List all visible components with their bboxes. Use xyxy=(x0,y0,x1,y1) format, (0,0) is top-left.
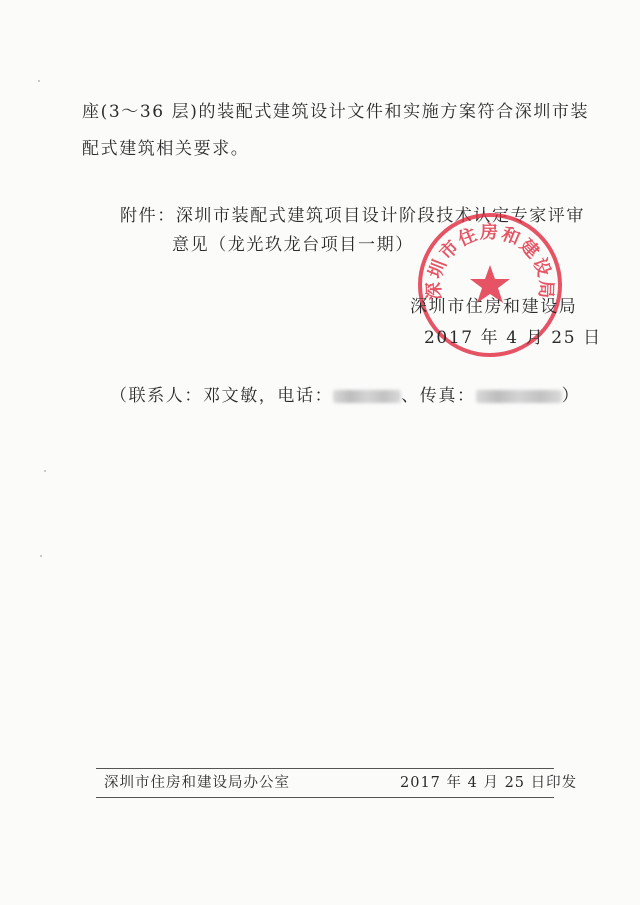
footer-issue-date: 2017 年 4 月 25 日印发 xyxy=(400,775,578,791)
scan-speck xyxy=(38,80,40,82)
footer-top-rule xyxy=(96,768,554,769)
footer-issuer: 深圳市住房和建设局办公室 xyxy=(104,775,290,791)
seal-text: 深圳市住房和建设局 xyxy=(423,222,557,301)
footer-bottom-rule xyxy=(96,797,554,798)
attachment-label: 附件： xyxy=(120,206,176,226)
attachment-title-2: 意见（龙光玖龙台项目一期） xyxy=(172,235,414,255)
body-line-1: 座(3～36 层)的装配式建筑设计文件和实施方案符合深圳市装 xyxy=(82,102,590,122)
redacted-fax xyxy=(476,390,562,403)
contact-line xyxy=(110,385,580,407)
attachment-title-1: 深圳市装配式建筑项目设计阶段技术认定专家评审 xyxy=(175,206,586,226)
contact-fax-label: 、传真： xyxy=(401,386,476,406)
signature-date: 2017 年 4 月 25 日 xyxy=(424,328,602,348)
contact-suffix: ） xyxy=(561,386,581,406)
contact-prefix: （联系人：邓文敏，电话： xyxy=(110,386,334,406)
redacted-phone xyxy=(333,390,401,403)
body-line-2: 配式建筑相关要求。 xyxy=(82,139,250,159)
scan-speck xyxy=(40,555,42,557)
scan-speck xyxy=(44,470,46,472)
signature-org: 深圳市住房和建设局 xyxy=(410,297,578,317)
